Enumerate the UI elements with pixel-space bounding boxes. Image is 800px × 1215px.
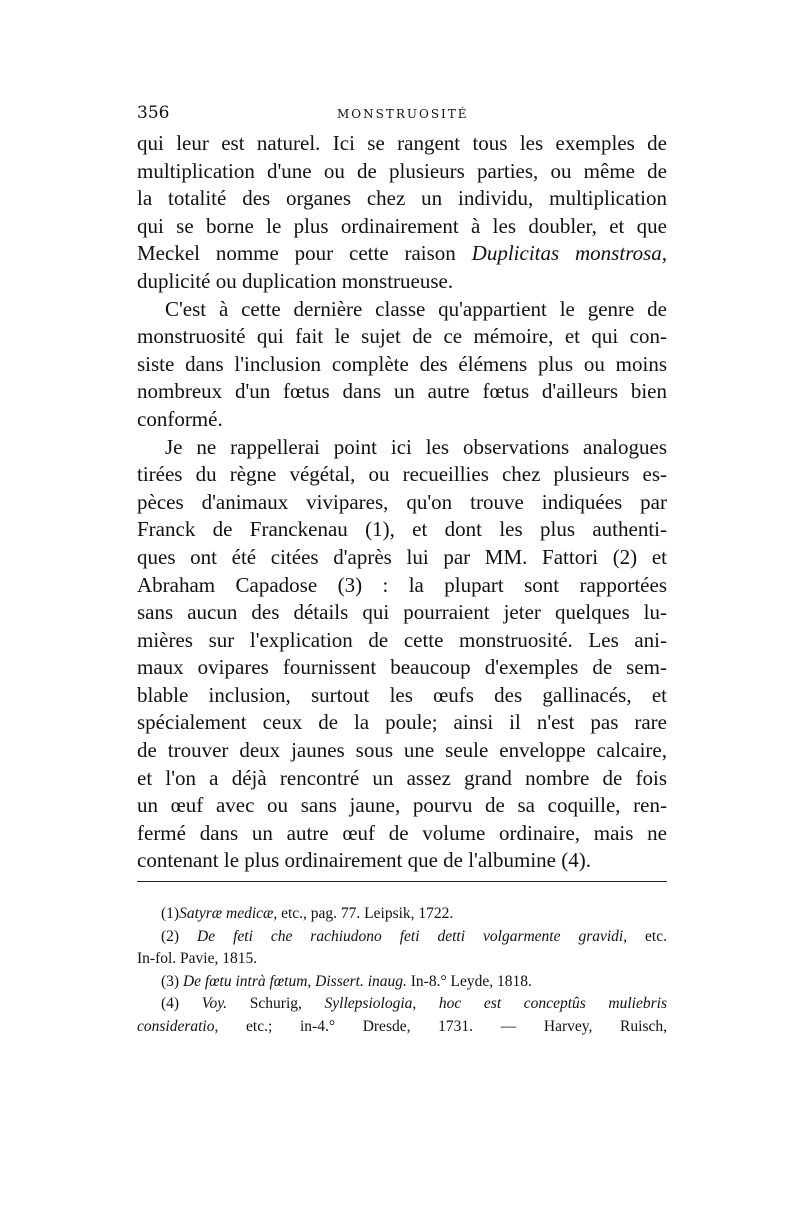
footnote-text: , etc.; in-4.° Dresde, 1731. — Harvey, Ruisch, [214, 1017, 667, 1035]
footnote-title: Satyræ medicæ [179, 905, 274, 922]
text-line: pèces d'animaux vivipares, qu'on trouve indiquées par [137, 489, 667, 514]
body-text [137, 130, 667, 875]
text-line: fermé dans un autre œuf de volume ordinaire, mais ne [137, 820, 667, 845]
footnote-title: Syllepsiologia, hoc est conceptûs muliebris [324, 995, 667, 1012]
footnote-text: Schurig, [227, 995, 325, 1012]
footnote-3 [137, 971, 667, 994]
footnote-rule [137, 881, 667, 882]
footnote-number: (1) [161, 905, 180, 922]
text-line: conformé. [137, 406, 223, 431]
text-line: la totalité des organes chez un individu, multiplication [137, 186, 667, 211]
latin-term: Duplicitas monstrosa, [471, 241, 668, 266]
footnote-text: In-8.° Leyde, 1818. [406, 972, 532, 990]
text-line: Abraham Capadose (3) : la plupart sont rapportées [137, 572, 667, 597]
text-line: siste dans l'inclusion complète des élémens plus ou moins [137, 351, 667, 376]
footnote-4-continued [137, 1016, 667, 1039]
footnote-number: (2) [161, 927, 180, 945]
footnote-number: (4) [161, 995, 180, 1012]
page-number: 356 [137, 103, 170, 123]
text-line: contenant le plus ordinairement que de l'albumine (4). [137, 848, 591, 873]
text-line: duplicité ou duplication monstrueuse. [137, 268, 454, 293]
running-title: MONSTRUOSITÉ [337, 107, 469, 121]
footnote-4 [137, 993, 667, 1016]
text-line: qui se borne le plus ordinairement à les doubler, et que [137, 213, 667, 238]
footnote-2 [137, 926, 667, 949]
footnote-text: , etc. [623, 927, 667, 945]
text-line: multiplication d'une ou de plusieurs parties, ou même de [137, 158, 667, 183]
footnote-title: De fœtu intrà fœtum [182, 972, 308, 990]
text-line: Franck de Franckenau (1), et dont les plus authenti- [137, 517, 667, 542]
footnote-number: (3) [161, 972, 180, 990]
text-line: tirées du règne végétal, ou recueillies chez plusieurs es- [137, 462, 667, 487]
footnotes [137, 903, 667, 1038]
footnote-title: consideratio [137, 1017, 215, 1035]
text-line: nombreux d'un fœtus dans un autre fœtus d'ailleurs bien [137, 379, 667, 404]
text-line: un œuf avec ou sans jaune, pourvu de sa coquille, ren- [137, 793, 667, 818]
page-header [137, 103, 667, 127]
text-line: et l'on a déjà rencontré un assez grand nombre de fois [137, 765, 667, 790]
text-line: mières sur l'explication de cette monstruosité. Les ani- [137, 627, 667, 652]
text-line: spécialement ceux de la poule; ainsi il n'est pas rare [137, 710, 667, 735]
text-line: C'est à cette dernière classe qu'appartient le genre de [165, 296, 667, 321]
text-line: sans aucun des détails qui pourraient jeter quelques lu- [137, 600, 667, 625]
footnote-1 [137, 903, 667, 926]
text-line [137, 240, 667, 268]
text-line: ques ont été citées d'après lui par MM. Fattori (2) et [137, 544, 667, 569]
text-line: maux ovipares fournissent beaucoup d'exemples de sem- [137, 655, 667, 680]
text-line: de trouver deux jaunes sous une seule enveloppe calcaire, [137, 738, 667, 763]
footnote-2-continued: In-fol. Pavie, 1815. [137, 950, 258, 967]
text-line: monstruosité qui fait le sujet de ce mémoire, et qui con- [137, 324, 667, 349]
footnote-title: Dissert. inaug. [315, 972, 407, 990]
footnote-title: De feti che rachiudono feti detti volgarmente gravidi [197, 927, 624, 945]
text-line: qui leur est naturel. Ici se rangent tous les exemples de [137, 131, 667, 155]
text-fragment: Meckel nomme pour cette raison [137, 241, 456, 266]
text-line: Je ne rappellerai point ici les observations analogues [165, 434, 667, 459]
text-line: blable inclusion, surtout les œufs des gallinacés, et [137, 682, 667, 707]
footnote-abbrev: Voy. [201, 995, 228, 1012]
footnote-text: , [307, 972, 316, 990]
footnote-text: , etc., pag. 77. Leipsik, 1722. [273, 905, 454, 922]
